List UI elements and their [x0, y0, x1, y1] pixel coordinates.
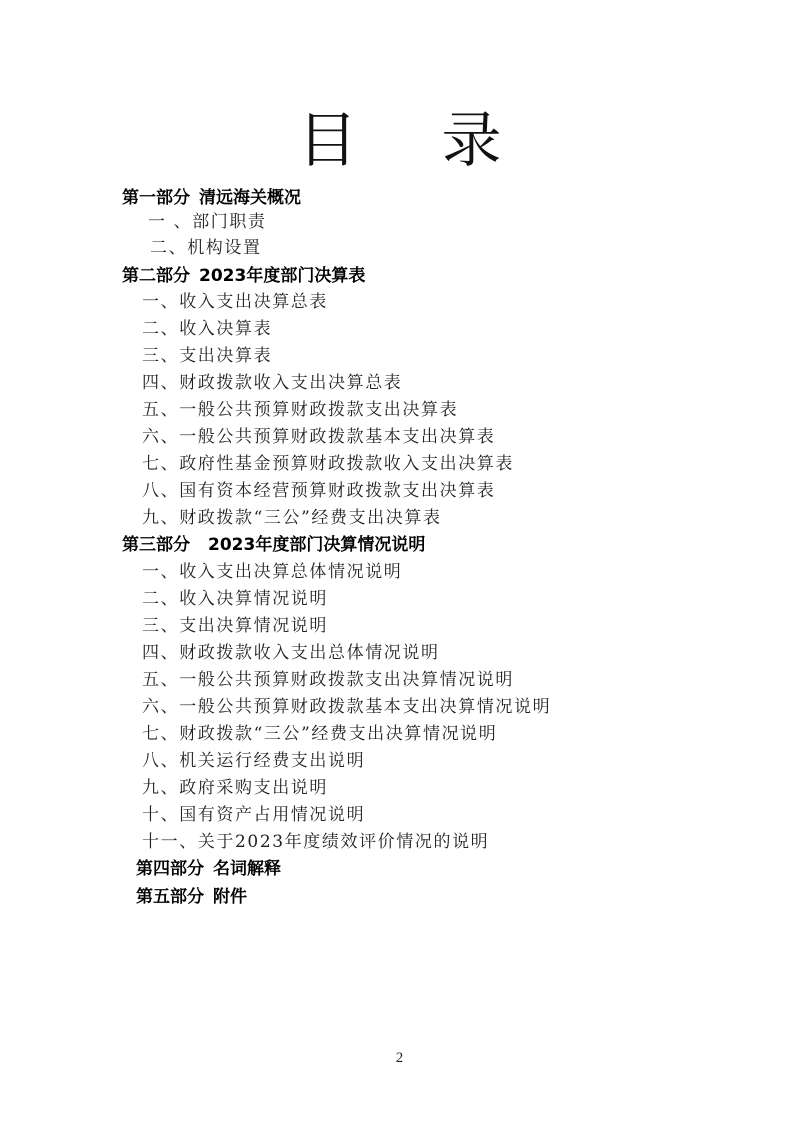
part-label: 第五部分 [136, 887, 204, 907]
toc-item[interactable]: 六、一般公共预算财政拨款基本支出决算表 [142, 427, 496, 447]
toc-item[interactable]: 七、财政拨款“三公”经费支出决算情况说明 [142, 724, 498, 744]
toc-part-5[interactable] [136, 885, 247, 909]
page-number: 2 [395, 1050, 404, 1066]
toc-part-4[interactable] [136, 857, 281, 881]
toc-item[interactable]: 七、政府性基金预算财政拨款收入支出决算表 [142, 454, 514, 474]
part-title: 名词解释 [213, 859, 281, 879]
title-char-1: 目 [297, 106, 358, 176]
toc-item[interactable]: 十一、关于2023年度绩效评价情况的说明 [142, 832, 490, 852]
toc-item[interactable]: 八、国有资本经营预算财政拨款支出决算表 [142, 481, 496, 501]
toc-item[interactable]: 四、财政拨款收入支出决算总表 [142, 373, 403, 393]
toc-part-1[interactable] [122, 186, 301, 210]
toc-item[interactable]: 八、机关运行经费支出说明 [142, 751, 366, 771]
part-label: 第一部分 [122, 188, 190, 208]
toc-item[interactable]: 五、一般公共预算财政拨款支出决算情况说明 [142, 670, 514, 690]
toc-title [0, 108, 799, 174]
part-label: 第四部分 [136, 859, 204, 879]
toc-item[interactable]: 二、收入决算情况说明 [142, 589, 328, 609]
toc-item[interactable]: 十、国有资产占用情况说明 [142, 805, 366, 825]
title-char-2: 录 [441, 106, 502, 176]
toc-item[interactable]: 九、财政拨款“三公”经费支出决算表 [142, 508, 442, 528]
toc-item[interactable]: 二、机构设置 [150, 238, 262, 258]
toc-part-2[interactable] [122, 264, 365, 288]
toc-part-3[interactable] [122, 533, 425, 557]
part-title: 2023年度部门决算情况说明 [208, 535, 426, 555]
toc-item[interactable]: 一、收入支出决算总表 [142, 292, 328, 312]
toc-item[interactable]: 九、政府采购支出说明 [142, 778, 328, 798]
toc-item[interactable]: 六、一般公共预算财政拨款基本支出决算情况说明 [142, 697, 552, 717]
toc-item[interactable]: 五、一般公共预算财政拨款支出决算表 [142, 400, 459, 420]
toc-item[interactable]: 四、财政拨款收入支出总体情况说明 [142, 643, 440, 663]
part-label: 第三部分 [122, 535, 190, 555]
part-label: 第二部分 [122, 266, 190, 286]
toc-item[interactable]: 一、收入支出决算总体情况说明 [142, 562, 403, 582]
part-title: 附件 [213, 887, 247, 907]
toc-item[interactable]: 三、支出决算情况说明 [142, 616, 328, 636]
part-title: 清远海关概况 [199, 188, 301, 208]
part-title: 2023年度部门决算表 [199, 266, 366, 286]
toc-item[interactable]: 三、支出决算表 [142, 346, 273, 366]
toc-item[interactable]: 一 、部门职责 [148, 212, 267, 232]
toc-item[interactable]: 二、收入决算表 [142, 319, 273, 339]
